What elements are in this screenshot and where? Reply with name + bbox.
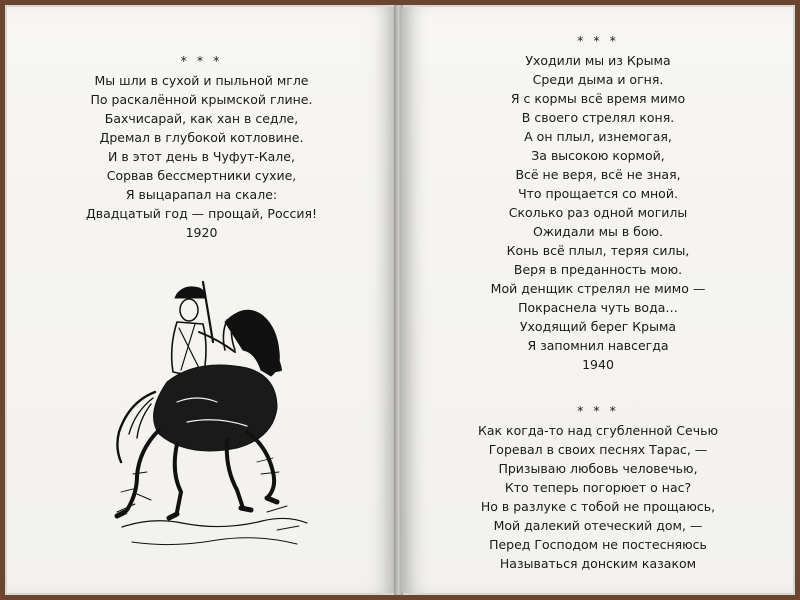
poem-line: Что прощается со мной. bbox=[518, 186, 678, 201]
poem-line: Дремал в глубокой котловине. bbox=[99, 130, 304, 145]
poem-line: Уходящий берег Крыма bbox=[519, 319, 677, 334]
poem-line: Сорвав бессмертники сухие, bbox=[106, 168, 297, 183]
poem-line: Мой денщик стрелял не мимо — bbox=[490, 281, 706, 296]
poem-line: А он плыл, изнемогая, bbox=[524, 129, 672, 144]
poem-line: Призываю любовь человечью, bbox=[498, 461, 698, 476]
poem-line: Веря в преданность мою. bbox=[513, 262, 683, 277]
poem-line: Ожидали мы в бою. bbox=[532, 224, 664, 239]
poem-line: Среди дыма и огня. bbox=[532, 72, 664, 87]
poem-line: И в этот день в Чуфут-Кале, bbox=[108, 149, 295, 164]
poem-line: По раскалённой крымской глине. bbox=[90, 92, 313, 107]
open-book bbox=[5, 5, 795, 595]
poem-crimea-1920 bbox=[7, 51, 396, 242]
poem-leaving-crimea-1940 bbox=[402, 31, 794, 374]
poem-line: Уходили мы из Крыма bbox=[525, 53, 671, 68]
poem-taras bbox=[402, 401, 794, 573]
poem-line: Перед Господом не постесняюсь bbox=[489, 537, 707, 552]
poem-line: За высокою кормой, bbox=[531, 148, 665, 163]
poem-year: 1920 bbox=[185, 225, 218, 240]
poem-line: Двадцатый год — прощай, Россия! bbox=[86, 206, 317, 221]
poem-ornament: * * * bbox=[577, 33, 619, 48]
poem-line: Я с кормы всё время мимо bbox=[510, 91, 686, 106]
poem-line: Как когда-то над сгубленной Сечью bbox=[478, 423, 718, 438]
poem-year: 1940 bbox=[582, 357, 614, 372]
poem-line: Но в разлуке с тобой не прощаюсь, bbox=[480, 499, 716, 514]
poem-ornament: * * * bbox=[577, 403, 619, 418]
poem-line: Покраснела чуть вода… bbox=[518, 300, 678, 315]
poem-line: Всё не веря, всё не зная, bbox=[515, 167, 681, 182]
poem-line: Называться донским казаком bbox=[499, 556, 697, 571]
poem-line: Я запомнил навсегда bbox=[527, 338, 669, 353]
poem-line: Мой далекий отеческий дом, — bbox=[493, 518, 703, 533]
right-page[interactable] bbox=[401, 7, 793, 593]
poem-line: Кто теперь погорюет о нас? bbox=[504, 480, 692, 495]
left-page[interactable] bbox=[7, 7, 396, 593]
poem-line: Я выцарапал на скале: bbox=[125, 187, 278, 202]
poem-line: Горевал в своих песнях Тарас, — bbox=[488, 442, 708, 457]
poem-line: Конь всё плыл, теряя силы, bbox=[506, 243, 690, 258]
poem-ornament: * * * bbox=[180, 53, 223, 68]
poem-line: Сколько раз одной могилы bbox=[508, 205, 688, 220]
cossack-rider-illustration bbox=[107, 262, 317, 592]
poem-line: Бахчисарай, как хан в седле, bbox=[104, 111, 299, 126]
poem-line: В своего стрелял коня. bbox=[521, 110, 675, 125]
poem-line: Мы шли в сухой и пыльной мгле bbox=[94, 73, 309, 88]
